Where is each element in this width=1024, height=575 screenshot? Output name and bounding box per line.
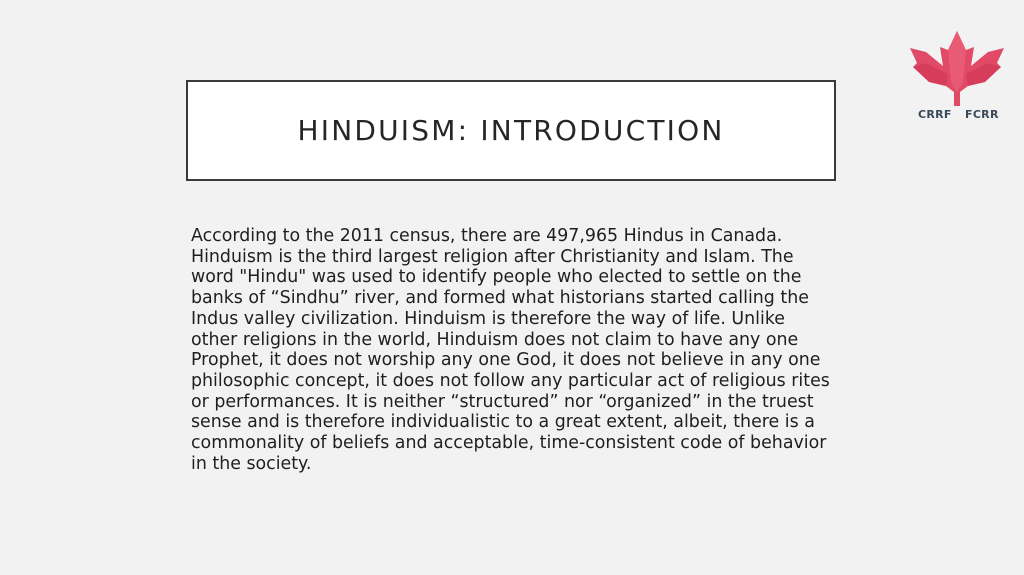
logo-text-crrf: CRRF: [918, 108, 952, 121]
maple-leaf-icon: [908, 30, 1006, 110]
slide-body-text: According to the 2011 census, there are 497,965 Hindus in Canada. Hinduism is the third largest religion after Christianity and Islam. The word "Hindu" was used to identify people who elected to settle on the banks of “Sindhu” river, and formed what historians started calling the Indus valley civilization. Hinduism is therefore the way of life. Unlike other religions in the world, Hinduism does not claim to have any one Prophet, it does not worship any one God, it does not believe in any one philosophic concept, it does not follow any particular act of religious rites or performances. It is neither “structured” nor “organized” in the truest sense and is therefore individualistic to a great extent, albeit, there is a commonality of beliefs and acceptable, time-consistent code of behavior in the society.: [191, 226, 830, 474]
logo-text-fcrr: FCRR: [965, 108, 999, 121]
slide-title-box: [186, 80, 836, 181]
slide-title: HINDUISM: INTRODUCTION: [297, 114, 725, 147]
crrf-logo: [908, 30, 1006, 122]
